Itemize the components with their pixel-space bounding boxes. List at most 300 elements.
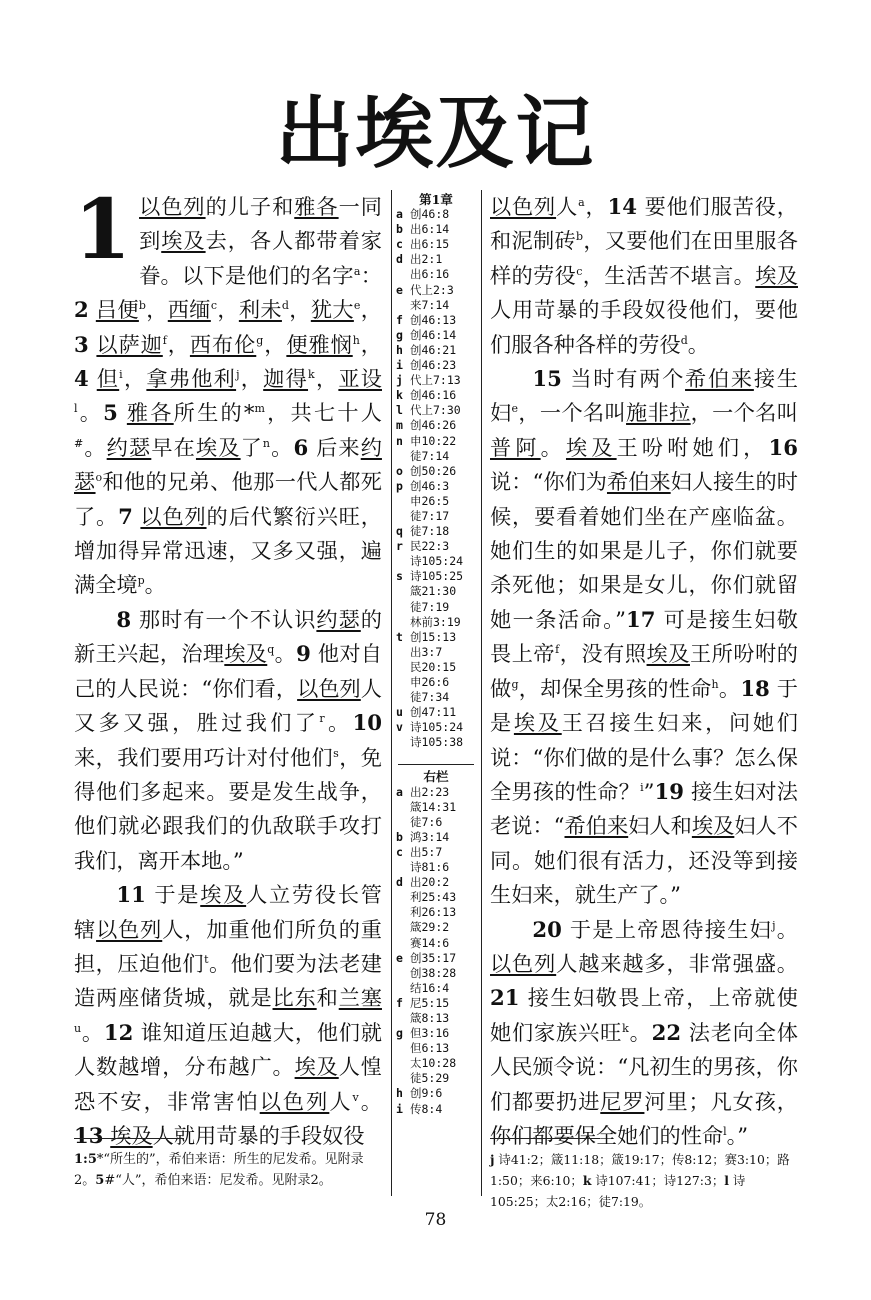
proper-name: 犹大 (310, 297, 354, 323)
paragraph (490, 913, 798, 1154)
text-run: 王吩咐她们， (616, 434, 769, 460)
footnote-marker: d (281, 299, 289, 313)
xref-entry (396, 705, 476, 720)
xref-entry (396, 675, 476, 690)
text-run: 谁知道压迫越大，他们就人数越增，分布越广。 (74, 1019, 382, 1080)
column-divider-left (391, 190, 392, 1196)
xref-reference: 徒5:29 (410, 1071, 450, 1086)
text-run: 人惶恐不安，非常害怕 (74, 1054, 382, 1114)
xref-letter: e (396, 950, 403, 965)
verse-number: l (724, 1173, 729, 1188)
text-run: ， (166, 331, 190, 357)
xref-letter: b (396, 222, 403, 237)
xref-reference: 出5:7 (410, 844, 443, 859)
proper-name: 以色列 (96, 916, 163, 942)
verse-number: 12 (103, 1019, 134, 1045)
text-run: 。 (540, 434, 566, 460)
xref-entry (396, 298, 476, 313)
page-number: 78 (424, 1210, 447, 1230)
verse-number: 13 (74, 1122, 104, 1148)
footnote-marker: f (555, 643, 560, 657)
xref-entry (396, 418, 476, 433)
xref-letter: e (396, 282, 403, 297)
footnote-marker: n (262, 436, 271, 450)
proper-name: 希伯来 (685, 366, 754, 392)
text-run (89, 366, 97, 391)
text-run: ， (145, 297, 168, 323)
xref-entry (396, 479, 476, 494)
xref-letter: m (396, 418, 403, 433)
xref-reference: 创46:3 (410, 478, 450, 493)
proper-name: 尼罗 (600, 1088, 645, 1114)
paragraph (74, 603, 382, 878)
footnote-marker: j (772, 918, 776, 932)
xref-entry (396, 735, 476, 750)
footnote-marker: t (204, 952, 209, 966)
xref-reference: 创47:11 (410, 705, 457, 720)
text-run: ， (359, 331, 382, 357)
xref-reference: 出2:1 (410, 252, 443, 267)
proper-name: 亚设 (338, 366, 382, 392)
text-column-right (490, 190, 798, 1153)
xref-entry (396, 615, 476, 630)
text-run: 一同到 (139, 194, 382, 254)
footnote-rule (490, 1138, 600, 1139)
proper-name: 以色列 (139, 194, 206, 219)
xref-right-header: 右栏 (423, 769, 449, 785)
xref-entry (396, 237, 476, 252)
text-run: *“所生的”，希伯来语：所生的尼发希。见附录2。 (74, 1152, 364, 1188)
xref-letter: u (396, 705, 403, 720)
text-run: ，却保全男孩的性命 (518, 675, 712, 701)
verse-number: 15 (532, 366, 562, 392)
text-run: 河里；凡女孩，你们都要保全她们的性命 (490, 1088, 798, 1148)
footnote-marker: s (333, 746, 339, 760)
proper-name: 埃及 (110, 1122, 153, 1148)
chapter-number: 1 (74, 182, 132, 278)
xref-reference: 出3:7 (410, 644, 443, 659)
footnote-marker: d (680, 333, 688, 347)
proper-name: 以色列 (297, 675, 361, 701)
xref-letter: r (396, 539, 403, 554)
footnote-right-text (490, 1149, 798, 1212)
text-run: ， (122, 366, 147, 392)
xref-entry (396, 860, 476, 875)
verse-number: 5 (95, 1173, 105, 1188)
xref-reference: 民20:15 (410, 659, 457, 674)
xref-reference: 出20:2 (410, 875, 450, 890)
text-run: 诗107:41；诗127:3； (591, 1173, 725, 1188)
xref-entry (396, 373, 476, 388)
xref-reference: 尼5:15 (410, 995, 450, 1010)
xref-reference: 创38:28 (410, 965, 457, 980)
xref-reference: 徒7:17 (410, 508, 450, 523)
xref-entry (396, 1102, 476, 1117)
text-run: 。他们要为法老建造两座储货城，就是 (74, 950, 382, 1011)
xref-entry (396, 630, 476, 645)
xref-reference: 创9:6 (410, 1086, 443, 1101)
xref-letter: h (396, 342, 403, 357)
footnote-marker: u (74, 1021, 82, 1035)
text-run: 。 (144, 572, 166, 598)
text-run: 于是上帝恩待接生妇 (561, 916, 773, 942)
footnote-left (74, 1138, 382, 1191)
footnote-marker: b (138, 299, 146, 313)
xref-letter: l (396, 403, 403, 418)
text-run: 早在 (151, 434, 196, 460)
xref-reference: 徒7:18 (410, 524, 450, 539)
footnote-marker: c (576, 264, 583, 278)
proper-name: 以色列 (490, 194, 557, 219)
verse-number: 4 (74, 366, 89, 392)
xref-reference: 创46:21 (410, 342, 457, 357)
footnote-marker: c (210, 299, 217, 313)
xref-separator (398, 764, 474, 765)
text-run: 和 (316, 985, 339, 1011)
xref-reference: 结16:4 (410, 980, 450, 995)
text-run: 人就用苛暴的手段奴役 (152, 1122, 365, 1148)
xref-reference: 创46:26 (410, 418, 457, 433)
text-run: ： (360, 262, 382, 288)
xref-reference: 创35:17 (410, 950, 457, 965)
proper-name: 普阿 (490, 434, 541, 460)
footnote-marker: p (137, 574, 145, 588)
text-run: 所生的* (173, 400, 255, 426)
xref-entry (396, 905, 476, 920)
paragraph (74, 182, 382, 603)
text-run: 王召接生妇来，问她们说：“你们做的是什么事？怎么保全男孩的性命？ (490, 710, 798, 804)
footnote-marker: l (74, 402, 78, 416)
verse-number: 1:5 (74, 1152, 97, 1167)
text-run: 说：“你们为 (490, 469, 607, 495)
text-run: 妇人不同。她们很有活力，还没等到接生妇来，就生产了。” (490, 813, 798, 908)
text-run: #“人”，希伯来语：尼发希。见附录2。 (104, 1173, 332, 1188)
verse-number: 21 (490, 985, 520, 1011)
xref-entry (396, 951, 476, 966)
text-run: 妇人接生的时候，要看着她们坐在产座临盆。她们生的如果是儿子，你们就要杀死他；如果是女儿，你们就留她一条活命。” (490, 469, 798, 632)
xref-reference: 代上2:3 (410, 282, 454, 297)
xref-entry (396, 343, 476, 358)
proper-name: 埃及 (294, 1054, 339, 1080)
xref-reference: 林前3:19 (410, 614, 461, 629)
verse-number: j (490, 1152, 495, 1167)
text-run: 那时有一个不认识 (131, 606, 317, 632)
text-run: 人又多又强，胜过我们了 (74, 675, 382, 736)
xref-letter: d (396, 252, 403, 267)
text-run: 。 (718, 675, 741, 701)
xref-reference: 太10:28 (410, 1056, 457, 1071)
footnote-marker: j (236, 367, 240, 381)
xref-letter: d (396, 875, 403, 890)
xref-entry (396, 690, 476, 705)
xref-reference: 箴8:13 (410, 1010, 450, 1025)
xref-entry (396, 785, 476, 800)
xref-entry (396, 252, 476, 267)
xref-letter: c (396, 237, 403, 252)
xref-reference: 诗105:38 (410, 735, 464, 750)
xref-reference: 创46:16 (410, 388, 457, 403)
footnote-marker: e (511, 402, 519, 416)
text-run: 。 (324, 710, 353, 736)
text-run: ， (314, 366, 339, 392)
text-run: ， (360, 297, 382, 323)
xref-reference: 民22:3 (410, 539, 450, 554)
proper-name: 以萨迦 (96, 331, 163, 357)
verse-number: 2 (74, 297, 89, 323)
xref-entry (396, 981, 476, 996)
text-run: 和他的兄弟、他那一代人都死了。 (74, 469, 382, 529)
text-run: 。 (358, 1088, 382, 1114)
proper-name: 拿弗他利 (146, 366, 237, 392)
verse-number: 3 (74, 331, 89, 357)
xref-letter: g (396, 327, 403, 342)
xref-reference: 徒7:19 (410, 599, 450, 614)
xref-entry (396, 875, 476, 890)
proper-name: 西布伦 (189, 331, 257, 357)
xref-letter: g (396, 1026, 403, 1041)
xref-entry (396, 403, 476, 418)
xref-reference: 出6:14 (410, 222, 450, 237)
proper-name: 兰塞 (338, 985, 382, 1011)
xref-entry (396, 830, 476, 845)
proper-name: 埃及 (161, 228, 206, 254)
xref-reference: 鸿3:14 (410, 829, 450, 844)
text-column-left (74, 182, 382, 1153)
xref-reference: 徒7:14 (410, 448, 450, 463)
text-run: ， (239, 366, 264, 392)
footnote-rule (74, 1138, 184, 1139)
text-run: 他对自己的人民说：“你们看， (74, 641, 382, 701)
footnote-marker: k (308, 367, 315, 381)
text-run (118, 400, 127, 425)
verse-number: 6 (293, 434, 309, 460)
xref-reference: 申26:5 (410, 493, 450, 508)
proper-name: 埃及 (200, 882, 247, 908)
xref-letter: q (396, 524, 403, 539)
footnote-marker: m (254, 402, 265, 416)
text-run: 来，我们要用巧计对付他们 (74, 744, 334, 770)
text-run: 。 (687, 331, 709, 357)
text-run: 了 (240, 434, 263, 460)
footnote-marker: b (575, 230, 584, 244)
xref-entry (396, 1086, 476, 1101)
text-run: ，一个名叫 (690, 400, 798, 426)
xref-reference: 出6:16 (410, 267, 450, 282)
xref-reference: 利25:43 (410, 890, 457, 905)
xref-entry (396, 509, 476, 524)
text-run: ” (643, 778, 655, 804)
text-run: ，免得他们多起来。要是发生战争，他们就必跟我们的仇敌联手攻打我们，离开本地。” (74, 744, 382, 873)
xref-entry (396, 1026, 476, 1041)
text-run: 的儿子和 (205, 194, 295, 219)
text-run: 诗105:25；太2:16；徒7:19。 (490, 1173, 746, 1209)
verse-number: 17 (626, 606, 656, 632)
footnote-marker: h (352, 333, 360, 347)
xref-letter: a (396, 784, 403, 799)
text-run: ，又要他们在田里服各样的劳役 (490, 228, 798, 288)
text-run: 接生妇对法老说：“ (490, 778, 798, 839)
footnote-marker: g (511, 677, 519, 691)
proper-name: 约瑟 (316, 606, 361, 632)
xref-letter: v (396, 720, 403, 735)
proper-name: 埃及 (224, 641, 268, 667)
text-run: ，一个名叫 (518, 400, 627, 426)
xref-entry (396, 267, 476, 282)
text-run: 于是 (145, 882, 201, 908)
xref-entry (396, 1011, 476, 1026)
xref-reference: 箴14:31 (410, 799, 457, 814)
xref-letter: h (396, 1086, 403, 1101)
footnote-left-text (74, 1149, 382, 1191)
proper-name: 西缅 (167, 297, 211, 323)
xref-entry (396, 815, 476, 830)
xref-entry (396, 388, 476, 403)
footnote-right (490, 1138, 798, 1212)
proper-name: 雅各 (126, 400, 174, 426)
proper-name: 便雅悯 (286, 331, 353, 357)
verse-number: 18 (740, 675, 770, 701)
text-run: 的新王兴起，治理 (74, 606, 382, 667)
text-run: ，没有照 (559, 641, 647, 667)
footnote-marker: k (622, 1021, 629, 1035)
xref-entry (396, 449, 476, 464)
text-run: 要他们服苦役，和泥制砖 (490, 194, 798, 254)
xref-letter: o (396, 463, 403, 478)
xref-letter: f (396, 995, 403, 1010)
verse-number: 20 (532, 916, 562, 942)
text-run: 。 (775, 916, 798, 942)
xref-reference: 申26:6 (410, 675, 450, 689)
verse-number: 11 (116, 882, 146, 908)
proper-name: 以色列 (490, 950, 557, 976)
xref-entry (396, 222, 476, 237)
xref-reference: 代上7:30 (410, 403, 461, 418)
verse-number: 16 (768, 434, 798, 460)
text-run: ，共七十人 (264, 400, 382, 426)
xref-letter: i (396, 358, 403, 373)
xref-reference: 箴29:2 (410, 920, 450, 935)
text-run (89, 297, 96, 322)
footnote-marker: l (723, 1124, 727, 1138)
xref-entry (396, 434, 476, 449)
text-run: 。” (726, 1122, 749, 1148)
proper-name: 埃及 (565, 434, 617, 460)
xref-reference: 创46:23 (410, 358, 457, 373)
text-run: 。 (270, 434, 294, 460)
xref-entry (396, 645, 476, 660)
text-run: 诗41:2；箴11:18；箴19:17；传8:12；赛3:10；路1:50；来6:10； (490, 1152, 790, 1188)
xref-reference: 箴21:30 (410, 584, 457, 599)
text-run: ， (288, 297, 311, 323)
paragraph (490, 362, 798, 913)
text-run: 。 (77, 400, 104, 426)
xref-letter: c (396, 844, 403, 859)
verse-number: 10 (352, 710, 382, 736)
footnote-marker: r (319, 712, 325, 726)
footnote-marker: o (95, 471, 103, 485)
xref-reference: 诗105:24 (410, 720, 464, 735)
footnote-marker: i (640, 780, 644, 794)
xref-chapter-header: 第1章 (419, 192, 453, 207)
text-run: ， (584, 194, 608, 219)
book-title: 出埃及记 (275, 88, 596, 179)
xref-entry (396, 358, 476, 373)
proper-name: 约瑟 (74, 434, 382, 495)
footnote-marker: # (74, 436, 84, 450)
xref-letter: i (396, 1101, 403, 1116)
xref-entry (396, 920, 476, 935)
xref-entry (396, 800, 476, 815)
xref-entry (396, 660, 476, 675)
xref-reference: 但6:13 (410, 1041, 450, 1056)
xref-entry (396, 207, 476, 222)
text-run: 。 (628, 1019, 652, 1045)
xref-reference: 利26:13 (410, 905, 457, 920)
text-run: 可是接生妇敬畏上帝 (490, 606, 798, 667)
xref-reference: 诗105:24 (410, 554, 464, 569)
verse-number: 19 (654, 778, 685, 804)
xref-letter: a (396, 207, 403, 222)
xref-center-list (396, 207, 476, 750)
proper-name: 迦得 (263, 366, 309, 392)
proper-name: 埃及 (513, 710, 562, 736)
xref-reference: 创46:13 (410, 312, 457, 327)
text-run: 去，各人都带着家眷。以下是他们的名字 (139, 228, 382, 288)
proper-name: 希伯来 (606, 469, 671, 495)
text-run: 法老向全体人民颁令说：“凡初生的男孩，你们都要扔进 (490, 1019, 798, 1114)
xref-entry (396, 1041, 476, 1056)
text-run: ， (217, 297, 239, 323)
xref-letter: f (396, 312, 403, 327)
proper-name: 埃及 (755, 262, 798, 288)
text-run: 人用苛暴的手段奴役他们，要他们服各种各样的劳役 (490, 297, 798, 357)
xref-reference: 徒7:34 (410, 690, 450, 705)
text-run: 接生妇敬畏上帝，上帝就使她们家族兴旺 (490, 985, 798, 1045)
cross-reference-column (396, 192, 476, 1117)
xref-reference: 但3:16 (410, 1026, 450, 1041)
xref-reference: 传8:4 (410, 1101, 443, 1116)
xref-reference: 创50:26 (410, 463, 457, 478)
verse-number: 5 (103, 400, 118, 426)
xref-reference: 来7:14 (410, 297, 450, 312)
text-run: 妇人和 (628, 813, 692, 839)
proper-name: 利未 (238, 297, 282, 323)
proper-name: 但 (96, 366, 120, 392)
xref-letter: t (396, 629, 403, 644)
xref-entry (396, 966, 476, 981)
verse-number: k (582, 1173, 592, 1188)
xref-reference: 诗81:6 (410, 860, 450, 875)
text-run: 。 (274, 641, 297, 667)
xref-reference: 代上7:13 (410, 373, 461, 388)
verse-number: 8 (116, 606, 132, 632)
footnote-marker: v (352, 1090, 359, 1104)
xref-reference: 创15:13 (410, 629, 457, 644)
text-run: 后来 (308, 434, 361, 460)
proper-name: 埃及 (691, 813, 735, 839)
xref-right-list (396, 785, 476, 1117)
footnote-marker: a (353, 264, 361, 278)
xref-letter: j (396, 373, 403, 388)
xref-entry (396, 464, 476, 479)
paragraph (490, 190, 798, 362)
text-run: 的后代繁衍兴旺，增加得异常迅速，又多又强，遍满全境 (74, 503, 382, 598)
proper-name: 以色列 (140, 503, 207, 529)
xref-letter: n (396, 433, 403, 448)
footnote-marker: g (256, 333, 264, 347)
xref-reference: 出2:23 (410, 784, 450, 799)
proper-name: 约瑟 (106, 434, 152, 460)
